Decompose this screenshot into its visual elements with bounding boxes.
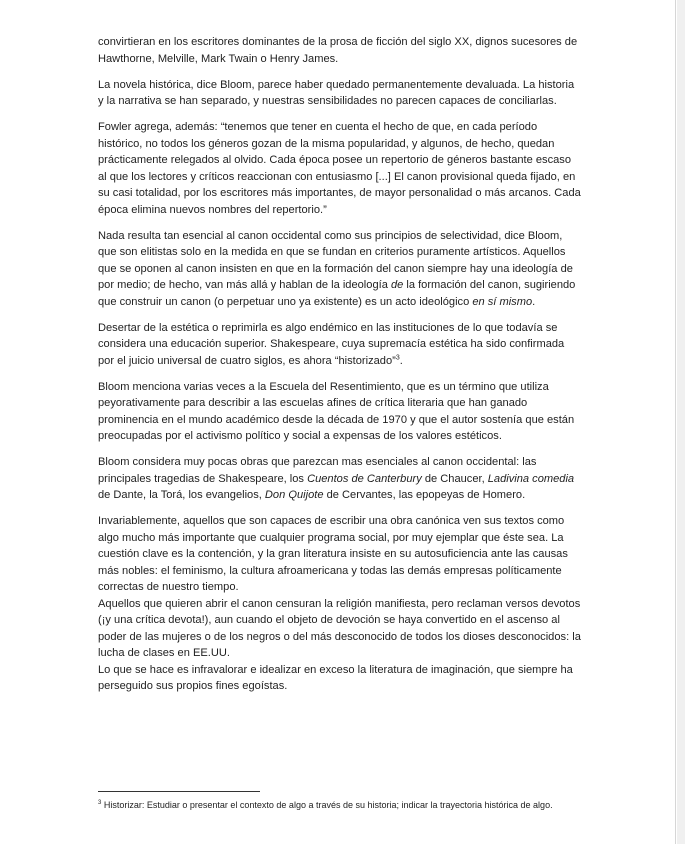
paragraph-5 [98,320,582,370]
title-cuentos-de-canterbury: Cuentos de Canterbury [307,472,422,485]
paragraph-1: convirtieran en los escritores dominantes de la prosa de ficción del siglo XX, dignos sucesores de Hawthorne, Melville, Mark Twain o Henry James. [98,36,578,65]
document-body [98,34,582,695]
paragraph-4-text-e: . [532,295,536,308]
paragraph-10: Lo que se hace es infravalorar e idealizar en exceso la literatura de imaginación, que siempre ha perseguido sus propios fines egoístas. [98,663,573,692]
title-don-quijote: Don Quijote [264,489,324,501]
paragraph-4-italic-de: de [390,279,404,291]
footnote-number: 3 [98,800,102,806]
footnote-text: Historizar: Estudiar o presentar el contexto de algo a través de su historia; indicar la trayectoria histórica de algo. [101,800,553,810]
paragraph-9: Aquellos que quieren abrir el canon censuran la religión manifiesta, pero reclaman versos devotos (¡y una crítica devota!), aun cuando el objeto de devoción se haya convertido en el ascenso al poder de las mujeres o de los negros o del más desconocido de todos los dioses desconocidos: la lucha de clases en EE.UU. [98,597,581,659]
paragraph-5-text: Desertar de la estética o reprimirla es algo endémico en las instituciones de lo que todavía se considera una educación superior. Shakespeare, cuya supremacía estética ha sido confirmada por el juicio universal de cuatro siglos, es ahora “historizado” [98,321,565,367]
paragraph-4 [98,228,582,311]
vertical-scrollbar[interactable] [677,0,685,844]
title-divina-comedia: Ladivina comedia [487,472,575,485]
footnote [98,798,582,813]
paragraph-4-italic-en-si-mismo: en sí mismo [472,295,533,308]
footnote-separator [98,791,260,792]
paragraph-7 [98,454,582,504]
paragraph-6: Bloom menciona varias veces a la Escuela del Resentimiento, que es un término que utiliza peyorativamente para describir a las escuelas afines de crítica literaria que han ganado prominencia en el mundo académico desde la década de 1970 y que el autor sostenía que están preocupadas por el activismo político y social a expensas de los valores estéticos. [98,380,575,442]
paragraph-5-end: . [399,354,403,367]
footnote-reference[interactable]: 3 [395,353,400,361]
paragraph-4-text-c: la formación del canon, sugiriendo que construir un canon (o perpetuar uno ya existente) es un acto ideológico [98,279,576,308]
paragraph-7-text-e: de Dante, la Torá, los evangelios, [98,489,265,501]
paragraph-7-text-c: de Chaucer, [421,472,488,485]
paragraph-3-fowler-quote: Fowler agrega, además: “tenemos que tener en cuenta el hecho de que, en cada período histórico, no todos los géneros gozan de la misma popularidad, y algunos, de hecho, quedan prácticamente relegados al olvido. Cada época posee un repertorio de géneros bastante escaso al que los lectores y críticos reaccionan con entusiasmo [...] El canon provisional queda fijado, en su casi totalidad, por los escritores más importantes, de mayor personalidad o más arcanos. Cada época elimina nuevos nombres del repertorio.” [98,121,581,216]
paragraph-7-text-a: Bloom considera muy pocas obras que parezcan mas esenciales al canon occidental: las principales tragedias de Shakespeare, los [98,456,537,485]
paragraph-8: Invariablemente, aquellos que son capaces de escribir una obra canónica ven sus textos como algo mucho más importante que cualquier programa social, por muy ejemplar que éste sea. La cuestión clave es la contención, y la gran literatura insiste en su autosuficiencia ante las causas más nobles: el feminismo, la cultura afroamericana y todas las demás empresas políticamente correctas de nuestro tiempo. [98,515,568,593]
paragraph-4-text-a: Nada resulta tan esencial al canon occidental como sus principios de selectividad, dice Bloom, que son elitistas solo en la medida en que se fundan en criterios puramente artísticos. Aquellos que se oponen al canon insisten en que en la formación del canon siempre hay una ideología de por medio; de hecho, van más allá y hablan de la ideología [98,229,573,291]
paragraph-2: La novela histórica, dice Bloom, parece haber quedado permanentemente devaluada. La historia y la narrativa se han separado, y nuestras sensibilidades no parecen capaces de conciliarlas. [98,78,575,107]
paragraph-7-text-g: de Cervantes, las epopeyas de Homero. [323,489,526,501]
